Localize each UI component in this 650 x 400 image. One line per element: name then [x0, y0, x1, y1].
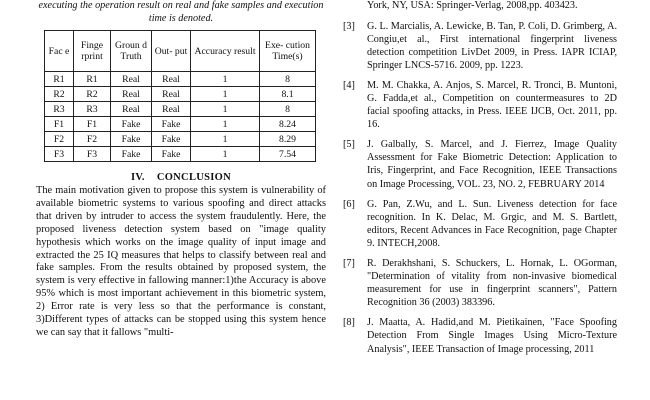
- cell-accuracy: 1: [191, 87, 260, 102]
- cell-face: F1: [45, 117, 74, 132]
- left-column: [36, 0, 326, 340]
- cell-face: F2: [45, 132, 74, 147]
- cell-ground-truth: Real: [111, 102, 152, 117]
- reference-item: [343, 20, 617, 72]
- cell-time: 7.54: [260, 147, 316, 162]
- reference-text: J. Galbally, S. Marcel, and J. Fierrez, Image Quality Assessment for Fake Biometric Detection: Application to Iris, Fingerprint, and Face Recognition, IEEE Transactions on Image Processing, VOL. 23, NO. 2, FEBRUARY 2014: [367, 139, 617, 190]
- reference-item: [343, 257, 617, 309]
- cell-fingerprint: R3: [74, 102, 111, 117]
- cell-accuracy: 1: [191, 117, 260, 132]
- table-row: [45, 117, 316, 132]
- header-output: Out- put: [152, 31, 191, 72]
- header-fingerprint: Finge rprint: [74, 31, 111, 72]
- cell-accuracy: 1: [191, 147, 260, 162]
- cell-ground-truth: Real: [111, 87, 152, 102]
- conclusion-heading: [36, 172, 326, 183]
- section-number: IV.: [130, 172, 145, 183]
- cell-ground-truth: Fake: [111, 117, 152, 132]
- table-header-row: [45, 31, 316, 72]
- reference-number: [7]: [343, 258, 355, 269]
- cell-face: R2: [45, 87, 74, 102]
- cell-face: F3: [45, 147, 74, 162]
- reference-number: [3]: [343, 20, 355, 32]
- reference-text: M. M. Chakka, A. Anjos, S. Marcel, R. Tronci, B. Muntoni, G. Fadda,et al., Competition on countermeasures to 2D facial spoofing attacks, in Press. IEEE IJCB, Oct. 2011, pp. 16.: [367, 79, 617, 131]
- cell-accuracy: 1: [191, 132, 260, 147]
- reference-number: [8]: [343, 317, 355, 329]
- cell-ground-truth: Fake: [111, 132, 152, 147]
- cell-output: Fake: [152, 132, 191, 147]
- table-row: [45, 102, 316, 117]
- reference-text: G. L. Marcialis, A. Lewicke, B. Tan, P. Coli, D. Grimberg, A. Congiu,et al., First international fingerprint liveness detection competition LivDet 2009, in Press. IAPR ICIAP, Springer LNCS-5716. 2009, pp. 1223.: [367, 20, 617, 71]
- cell-output: Fake: [152, 117, 191, 132]
- reference-item: [343, 198, 617, 250]
- cell-time: 8.1: [260, 87, 316, 102]
- table-row: [45, 132, 316, 147]
- cell-output: Fake: [152, 147, 191, 162]
- right-column: [343, 0, 617, 356]
- reference-item: [343, 316, 617, 355]
- reference-text: J. Maatta, A. Hadid,and M. Pietikainen, "Face Spoofing Detection From Single Images Using Micro-Texture Analysis", IEEE Transaction of Image processing, 2011: [367, 317, 617, 355]
- cell-accuracy: 1: [191, 72, 260, 87]
- header-face: Fac e: [45, 31, 74, 72]
- cell-face: R1: [45, 72, 74, 87]
- cell-fingerprint: R1: [74, 72, 111, 87]
- table-row: [45, 147, 316, 162]
- header-accuracy: Accuracy result: [191, 31, 260, 72]
- table-row: [45, 72, 316, 87]
- reference-continuation: York, NY, USA: Springer-Verlag, 2008,pp. 403423.: [367, 0, 578, 11]
- section-title: CONCLUSION: [156, 172, 232, 183]
- cell-face: R3: [45, 102, 74, 117]
- cell-accuracy: 1: [191, 102, 260, 117]
- cell-time: 8: [260, 72, 316, 87]
- reference-number: [6]: [343, 198, 355, 210]
- reference-item: [343, 138, 617, 190]
- cell-fingerprint: R2: [74, 87, 111, 102]
- reference-text: G. Pan, Z.Wu, and L. Sun. Liveness detection for face recognition. In K. Delac, M. Grgic, and M. S. Bartlett, editors, Recent Advances in Face Recognition, page Chapter 9. INTECH,2008.: [367, 198, 617, 249]
- cell-time: 8: [260, 102, 316, 117]
- table-caption-continuation: executing the operation result on real and fake samples and execution time is denoted.: [38, 0, 324, 24]
- table-row: [45, 87, 316, 102]
- cell-time: 8.29: [260, 132, 316, 147]
- reference-number: [5]: [343, 139, 355, 151]
- reference-text: R. Derakhshani, S. Schuckers, L. Hornak, L. OGorman, "Determination of vitality from non-invasive biomedical measurement for use in fingerprint scanners", Pattern Recognition 36 (2003) 383396.: [367, 258, 617, 309]
- conclusion-paragraph: The main motivation given to propose this system is vulnerability of available biometric systems to various spoofing and direct attacks that driven by intruder to access the system fraudulently. Here, the proposed liveness detection system based on "image quality hypothesis which works on the image quality of input image and extracted the 25 IQ measures that helps to classify between real and fake samples. From the results obtained by proposed system, the system is very effective in fallowing manner:1)the Accuracy is above 95% which is most important achievement in this biometric system, 2) Error rate is very less so that the performance is constant, 3)Different types of attacks can be stopped using this system hence we can say that it fallows "multi-: [36, 185, 326, 338]
- cell-output: Real: [152, 87, 191, 102]
- cell-time: 8.24: [260, 117, 316, 132]
- reference-item: [343, 79, 617, 131]
- cell-fingerprint: F3: [74, 147, 111, 162]
- cell-fingerprint: F2: [74, 132, 111, 147]
- cell-output: Real: [152, 102, 191, 117]
- cell-ground-truth: Fake: [111, 147, 152, 162]
- header-execution-time: Exe- cution Time(s): [260, 31, 316, 72]
- header-ground-truth: Groun d Truth: [111, 31, 152, 72]
- cell-fingerprint: F1: [74, 117, 111, 132]
- reference-number: [4]: [343, 79, 355, 91]
- cell-ground-truth: Real: [111, 72, 152, 87]
- cell-output: Real: [152, 72, 191, 87]
- results-table: [44, 30, 316, 162]
